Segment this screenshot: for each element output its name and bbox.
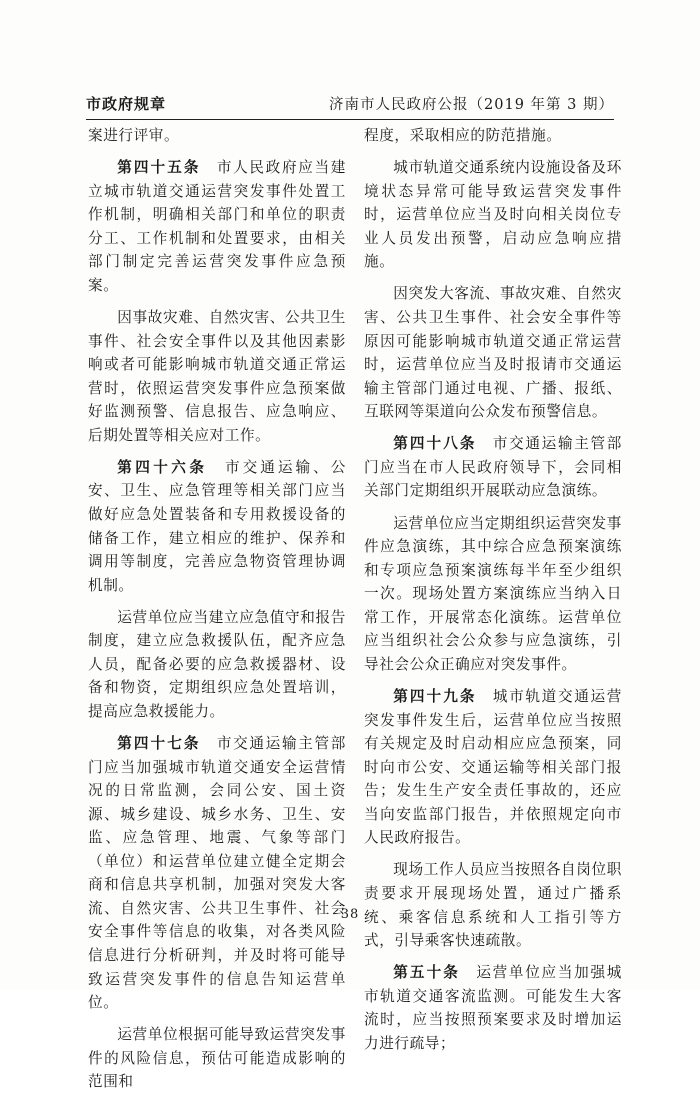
article-number: 第五十条 (393, 964, 461, 982)
page-number: 38 (340, 907, 360, 922)
paragraph (364, 961, 622, 1055)
paragraph-text: 运营单位应当加强城市轨道交通客流监测。可能发生大客流时，应当按照预案要求及时增加运力进行疏导； (364, 964, 622, 1052)
paragraph (88, 306, 346, 447)
paragraph-text: 市交通运输主管部门应当加强城市轨道交通安全运营情况的日常监测，会同公安、国土资源、城乡建设、城乡水务、卫生、安监、应急管理、地震、气象等部门（单位）和运营单位建立健全定期会商和信息共享机制，加强对突发大客流、自然灾害、公共卫生事件、社会安全事件等信息的收集，对各类风险信息进行分析研判，并及时将可能导致运营突发事件的信息告知运营单位。 (88, 735, 346, 1012)
paragraph (364, 282, 622, 423)
paragraph (88, 732, 346, 1015)
paragraph (364, 432, 622, 503)
article-number: 第四十八条 (393, 435, 477, 453)
left-column (88, 124, 346, 1102)
paragraph (364, 858, 622, 952)
paragraph (364, 124, 622, 148)
paragraph (364, 685, 622, 850)
paragraph-text: 城市轨道交通运营突发事件发生后，运营单位应当按照有关规定及时启动相应应急预案，同时向市公安、交通运输等相关部门报告；发生生产安全责任事故的，还应当向安监部门报告，并依照规定向市人民政府报告。 (364, 688, 622, 847)
article-number: 第四十九条 (393, 688, 477, 705)
page-header (86, 93, 614, 115)
paragraph-text: 案进行评审。 (88, 127, 180, 144)
paragraph (88, 156, 346, 297)
paragraph (88, 1023, 346, 1094)
paragraph (88, 456, 346, 597)
article-number: 第四十五条 (117, 159, 201, 177)
paragraph (88, 606, 346, 724)
paragraph-text: 城市轨道交通系统内设施设备及环境状态异常可能导致运营突发事件时，运营单位应当及时向相关岗位专业人员发出预警，启动应急响应措施。 (364, 159, 622, 271)
paragraph-text: 运营单位应当定期组织运营突发事件应急演练，其中综合应急预案演练和专项应急预案演练每半年至少组织一次。现场处置方案演练应当纳入日常工作，开展常态化演练。运营单位应当组织社会公众参与应急演练，引导社会公众正确应对突发事件。 (364, 514, 622, 673)
paragraph-text: 运营单位应当建立应急值守和报告制度，建立应急救援队伍，配齐应急人员，配备必要的应急救援器材、设备和物资，定期组织应急处置培训，提高应急救援能力。 (88, 608, 346, 720)
right-column (364, 124, 622, 1064)
paragraph-text: 市交通运输、公安、卫生、应急管理等相关部门应当做好应急处置装备和专用救援设备的储备工作，建立相应的维护、保养和调用等制度，完善应急物资管理协调机制。 (88, 458, 346, 594)
paragraph-text: 市交通运输主管部门应当在市人民政府领导下，会同相关部门定期组织开展联动应急演练。 (364, 435, 622, 500)
paragraph (364, 512, 622, 677)
paragraph-text: 因突发大客流、事故灾难、自然灾害、公共卫生事件、社会安全事件等原因可能影响城市轨道交通正常运营时，运营单位应当及时报请市交通运输主管部门通过电视、广播、报纸、互联网等渠道向公众发布预警信息。 (364, 285, 622, 421)
article-number: 第四十七条 (117, 735, 201, 753)
paragraph-text: 程度，采取相应的防范措施。 (364, 127, 562, 144)
paragraph-text: 市人民政府应当建立城市轨道交通运营突发事件处置工作机制，明确相关部门和单位的职责分工、工作机制和处置要求，由相关部门制定完善运营突发事件应急预案。 (88, 159, 346, 294)
article-number: 第四十六条 (117, 458, 208, 476)
paragraph-text: 因事故灾难、自然灾害、公共卫生事件、社会安全事件以及其他因素影响或者可能影响城市轨道交通正常运营时，依照运营突发事件应急预案做好监测预警、信息报告、应急响应、后期处置等相关应对工作。 (88, 309, 346, 444)
section-title: 市政府规章 (86, 95, 167, 113)
paragraph-text: 现场工作人员应当按照各自岗位职责要求开展现场处置，通过广播系统、乘客信息系统和人工指引等方式，引导乘客快速疏散。 (364, 861, 622, 950)
publication-title: 济南市人民政府公报（2019 年第 3 期） (329, 97, 614, 113)
paragraph-text: 运营单位根据可能导致运营突发事件的风险信息，预估可能造成影响的范围和 (88, 1026, 346, 1091)
paragraph (364, 156, 622, 274)
paragraph (88, 124, 346, 148)
header-rule (86, 119, 614, 120)
